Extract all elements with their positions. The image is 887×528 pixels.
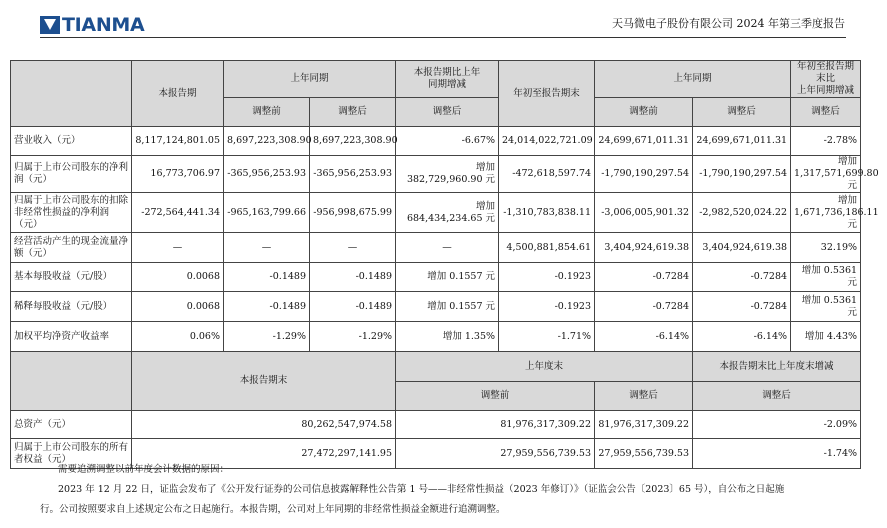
logo-icon — [40, 16, 60, 34]
cell-value: 8,697,223,308.90 — [224, 127, 310, 156]
cell-value: 24,699,671,011.31 — [595, 127, 693, 156]
page-header — [0, 0, 887, 44]
table-row — [11, 322, 861, 352]
cell-value: -2.78% — [791, 127, 861, 156]
cell-value: — — [132, 233, 224, 263]
cell-value: 8,117,124,801.05 — [132, 127, 224, 156]
cell-value: -3,006,005,901.32 — [595, 193, 693, 233]
notes-heading: 需要追溯调整以前年度会计数据的原因： — [58, 464, 230, 475]
cell-value: -0.1923 — [499, 292, 595, 322]
cell-value: 增加 4.43% — [791, 322, 861, 352]
cell-value: 增加 382,729,960.90 元 — [396, 156, 499, 193]
row-label: 归属于上市公司股东的扣除非经常性损益的净利润（元） — [11, 193, 132, 233]
cell-value: 0.06% — [132, 322, 224, 352]
header-after-adjustment: 调整后 — [310, 98, 396, 127]
row-label: 归属于上市公司股东的净利润（元） — [11, 156, 132, 193]
cell-value: 增加 1,671,736,186.11 元 — [791, 193, 861, 233]
cell-value: -272,564,441.34 — [132, 193, 224, 233]
logo-text: TIANMA — [62, 14, 145, 36]
table-row — [11, 292, 861, 322]
cell-value: -0.7284 — [693, 292, 791, 322]
cell-value: 27,959,556,739.53 — [396, 439, 595, 469]
cell-value: -6.14% — [595, 322, 693, 352]
cell-value: -0.7284 — [595, 263, 693, 292]
cell-value: 3,404,924,619.38 — [595, 233, 693, 263]
cell-value: -1,790,190,297.54 — [693, 156, 791, 193]
header-blank-cell — [11, 352, 132, 411]
header-period-change: 本报告期比上年 同期增减 — [396, 61, 499, 98]
cell-value: -365,956,253.93 — [224, 156, 310, 193]
cell-value: — — [224, 233, 310, 263]
table-row — [11, 233, 861, 263]
cell-value: -6.67% — [396, 127, 499, 156]
row-label: 基本每股收益（元/股） — [11, 263, 132, 292]
row-label: 营业收入（元） — [11, 127, 132, 156]
header-before-adjustment: 调整前 — [396, 382, 595, 411]
cell-value: 0.0068 — [132, 263, 224, 292]
header-period-end: 本报告期末 — [132, 352, 396, 411]
cell-value: 32.19% — [791, 233, 861, 263]
cell-value: -2,982,520,024.22 — [693, 193, 791, 233]
cell-value: 增加 684,434,234.65 元 — [396, 193, 499, 233]
header-before-adjustment: 调整前 — [224, 98, 310, 127]
cell-value: 27,472,297,141.95 — [132, 439, 396, 469]
header-ytd-change: 年初至报告期末比 上年同期增减 — [791, 61, 861, 98]
cell-value: -2.09% — [693, 411, 861, 439]
header-before-adjustment: 调整前 — [595, 98, 693, 127]
cell-value: -1.71% — [499, 322, 595, 352]
cell-value: 增加 0.5361 元 — [791, 263, 861, 292]
cell-value: 16,773,706.97 — [132, 156, 224, 193]
cell-value: -0.1489 — [310, 292, 396, 322]
header-period-end-change: 本报告期末比上年度末增减 — [693, 352, 861, 382]
cell-value: 3,404,924,619.38 — [693, 233, 791, 263]
table-row — [11, 263, 861, 292]
notes-paragraph: 2023 年 12 月 22 日，证监会发布了《公开发行证券的公司信息披露解释性公告第 1 号——非经常性损益（2023 年修订）》（证监会公告〔2023〕65 号），自公布之日起施 — [58, 484, 785, 495]
report-title: 天马微电子股份有限公司 2024 年第三季度报告 — [612, 17, 845, 30]
cell-value: -1.29% — [224, 322, 310, 352]
row-label: 总资产（元） — [11, 411, 132, 439]
cell-value: -956,998,675.99 — [310, 193, 396, 233]
header-prior-period: 上年同期 — [224, 61, 396, 98]
cell-value: -1,310,783,838.11 — [499, 193, 595, 233]
cell-value: 增加 0.1557 元 — [396, 292, 499, 322]
row-label: 经营活动产生的现金流量净额（元） — [11, 233, 132, 263]
cell-value: 27,959,556,739.53 — [595, 439, 693, 469]
table-row — [11, 411, 861, 439]
header-prior-year-end: 上年度末 — [396, 352, 693, 382]
cell-value: — — [310, 233, 396, 263]
cell-value: -6.14% — [693, 322, 791, 352]
cell-value: 80,262,547,974.58 — [132, 411, 396, 439]
table-row — [11, 127, 861, 156]
cell-value: -1.29% — [310, 322, 396, 352]
cell-value: -0.7284 — [595, 292, 693, 322]
header-ytd: 年初至报告期末 — [499, 61, 595, 127]
header-after-adjustment-change: 调整后 — [693, 382, 861, 411]
cell-value: 增加 1.35% — [396, 322, 499, 352]
header-after-adjustment-change: 调整后 — [396, 98, 499, 127]
cell-value: -0.1489 — [224, 263, 310, 292]
cell-value: — — [396, 233, 499, 263]
cell-value: 24,699,671,011.31 — [693, 127, 791, 156]
financial-table — [10, 60, 879, 469]
table-row — [11, 193, 861, 233]
table-row — [11, 156, 861, 193]
header-after-adjustment: 调整后 — [595, 382, 693, 411]
cell-value: 8,697,223,308.90 — [310, 127, 396, 156]
cell-value: -0.7284 — [693, 263, 791, 292]
cell-value: -0.1923 — [499, 263, 595, 292]
cell-value: -965,163,799.66 — [224, 193, 310, 233]
cell-value: 增加 0.5361 元 — [791, 292, 861, 322]
cell-value: 81,976,317,309.22 — [595, 411, 693, 439]
row-label: 加权平均净资产收益率 — [11, 322, 132, 352]
cell-value: -0.1489 — [310, 263, 396, 292]
header-prior-ytd: 上年同期 — [595, 61, 791, 98]
cell-value: -1.74% — [693, 439, 861, 469]
company-logo — [40, 15, 144, 35]
row-label: 稀释每股收益（元/股） — [11, 292, 132, 322]
header-divider — [40, 37, 846, 38]
cell-value: 增加 1,317,571,699.80 元 — [791, 156, 861, 193]
header-blank-cell — [11, 61, 132, 127]
cell-value: -365,956,253.93 — [310, 156, 396, 193]
header-after-adjustment: 调整后 — [693, 98, 791, 127]
cell-value: -472,618,597.74 — [499, 156, 595, 193]
cell-value: 0.0068 — [132, 292, 224, 322]
cell-value: 24,014,022,721.09 — [499, 127, 595, 156]
row-label: 归属于上市公司股东的所有者权益（元） — [11, 439, 132, 469]
notes-paragraph-continued: 行。公司按照要求自上述规定公布之日起施行。本报告期，公司对上年同期的非经常性损益金额进行追溯调整。 — [40, 504, 506, 515]
header-current-period: 本报告期 — [132, 61, 224, 127]
header-after-adjustment-change: 调整后 — [791, 98, 861, 127]
cell-value: 81,976,317,309.22 — [396, 411, 595, 439]
cell-value: 4,500,881,854.61 — [499, 233, 595, 263]
cell-value: -1,790,190,297.54 — [595, 156, 693, 193]
cell-value: 增加 0.1557 元 — [396, 263, 499, 292]
cell-value: -0.1489 — [224, 292, 310, 322]
adjustment-notes — [40, 460, 860, 520]
